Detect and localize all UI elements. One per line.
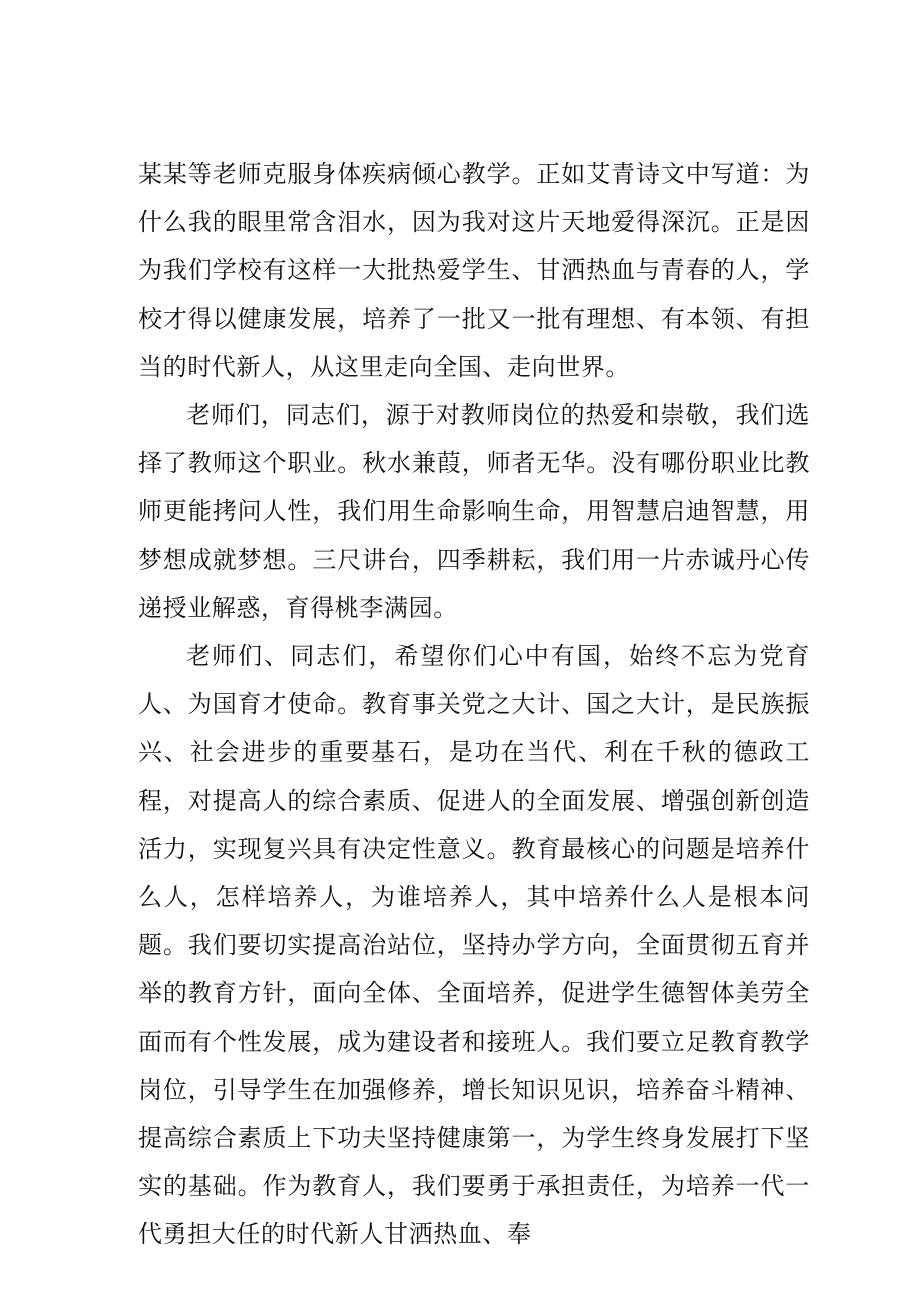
paragraph-2: 老师们，同志们，源于对教师岗位的热爱和崇敬，我们选择了教师这个职业。秋水兼葭，师者无华。没有哪份职业比教师更能拷问人性，我们用生命影响生命，用智慧启迪智慧，用梦想成就梦想。三尺讲台，四季耕耘，我们用一片赤诚丹心传递授业解惑，育得桃李满园。 xyxy=(138,401,810,622)
paragraph-3: 老师们、同志们，希望你们心中有国，始终不忘为党育人、为国育才使命。教育事关党之大计、国之大计，是民族振兴、社会进步的重要基石，是功在当代、利在千秋的德政工程，对提高人的综合素质、促进人的全面发展、增强创新创造活力，实现复兴具有决定性意义。教育最核心的问题是培养什么人，怎样培养人，为谁培养人，其中培养什么人是根本问题。我们要切实提高治站位，坚持办学方向，全面贯彻五育并举的教育方针，面向全体、全面培养，促进学生德智体美劳全面而有个性发展，成为建设者和接班人。我们要立足教育教学岗位，引导学生在加强修养，增长知识见识，培养奋斗精神、提高综合素质上下功夫坚持健康第一，为学生终身发展打下坚实的基础。作为教育人，我们要勇于承担责任，为培养一代一代勇担大任的时代新人甘洒热血、奉 xyxy=(138,642,810,1249)
document-body xyxy=(138,150,810,1259)
paragraph-1: 某某等老师克服身体疾病倾心教学。正如艾青诗文中写道：为什么我的眼里常含泪水，因为我对这片天地爱得深沉。正是因为我们学校有这样一大批热爱学生、甘洒热血与青春的人，学校才得以健康发展，培养了一批又一批有理想、有本领、有担当的时代新人，从这里走向全国、走向世界。 xyxy=(138,160,810,381)
